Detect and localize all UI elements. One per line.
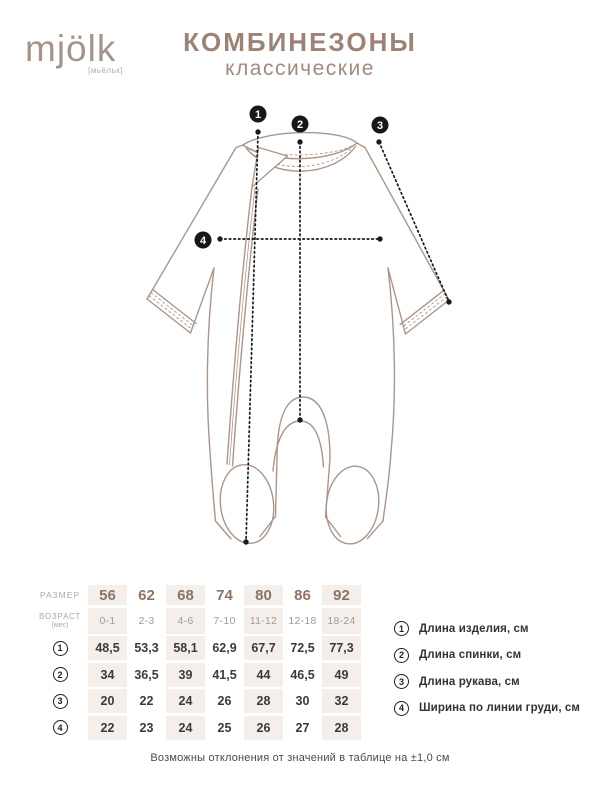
circled-number-1: 1 bbox=[53, 641, 68, 656]
romper-outline-drawing bbox=[147, 133, 449, 547]
legend-label: Длина спинки, см bbox=[419, 649, 522, 661]
zipper-placket bbox=[227, 187, 258, 466]
marker-3 bbox=[372, 117, 389, 134]
size-column-header: 68 bbox=[166, 585, 205, 605]
age-row-label: ВОЗРАСТ (мес) bbox=[32, 608, 88, 634]
legend-item bbox=[394, 674, 580, 689]
table-cell: 46,5 bbox=[283, 663, 322, 687]
size-row-label: РАЗМЕР bbox=[32, 585, 88, 605]
age-cell: 4-6 bbox=[166, 608, 205, 634]
circled-number-3: 3 bbox=[53, 694, 68, 709]
table-cell: 26 bbox=[205, 689, 244, 713]
brand-logo-transcription: [мьёльк] bbox=[88, 66, 123, 75]
age-cell: 18-24 bbox=[322, 608, 361, 634]
table-cell: 58,1 bbox=[166, 636, 205, 660]
table-cell: 36,5 bbox=[127, 663, 166, 687]
table-cell: 44 bbox=[244, 663, 283, 687]
circled-number-2: 2 bbox=[394, 648, 409, 663]
marker-4 bbox=[195, 232, 212, 249]
measurement-markers bbox=[195, 106, 389, 249]
measure-row-label-4 bbox=[32, 716, 88, 740]
circled-number-1: 1 bbox=[394, 621, 409, 636]
marker-2 bbox=[292, 116, 309, 133]
table-cell: 30 bbox=[283, 689, 322, 713]
size-column-header: 80 bbox=[244, 585, 283, 605]
legend-item bbox=[394, 621, 580, 636]
table-cell: 67,7 bbox=[244, 636, 283, 660]
table-cell: 39 bbox=[166, 663, 205, 687]
footed-legs bbox=[216, 462, 384, 547]
measure-row-label-1 bbox=[32, 636, 88, 660]
marker-4-label: 4 bbox=[199, 235, 207, 247]
age-cell: 11-12 bbox=[244, 608, 283, 634]
size-column-header: 86 bbox=[283, 585, 322, 605]
page-subtitle: классические bbox=[225, 57, 375, 80]
legend-item bbox=[394, 648, 580, 663]
left-sleeve bbox=[147, 148, 236, 334]
tolerance-note: Возможны отклонения от значений в таблице на ±1,0 см bbox=[150, 752, 450, 764]
circled-number-4: 4 bbox=[394, 701, 409, 716]
age-cell: 7-10 bbox=[205, 608, 244, 634]
table-cell: 48,5 bbox=[88, 636, 127, 660]
size-column-header: 56 bbox=[88, 585, 127, 605]
marker-1 bbox=[250, 106, 267, 123]
table-cell: 26 bbox=[244, 716, 283, 740]
legend-label: Ширина по линии груди, см bbox=[419, 702, 581, 714]
age-cell: 12-18 bbox=[283, 608, 322, 634]
circled-number-2: 2 bbox=[53, 667, 68, 682]
marker-3-label: 3 bbox=[376, 120, 384, 132]
circled-number-4: 4 bbox=[53, 720, 68, 735]
page-title: КОМБИНЕЗОНЫ bbox=[183, 27, 417, 57]
table-cell: 22 bbox=[127, 689, 166, 713]
legend-label: Длина изделия, см bbox=[419, 622, 529, 635]
size-column-header: 92 bbox=[322, 585, 361, 605]
table-cell: 27 bbox=[283, 716, 322, 740]
right-sleeve bbox=[365, 148, 449, 335]
age-cell: 0-1 bbox=[88, 608, 127, 634]
circled-number-3: 3 bbox=[394, 674, 409, 689]
table-cell: 24 bbox=[166, 716, 205, 740]
table-cell: 34 bbox=[88, 663, 127, 687]
table-cell: 72,5 bbox=[283, 636, 322, 660]
size-column-header: 62 bbox=[127, 585, 166, 605]
size-column-header: 74 bbox=[205, 585, 244, 605]
table-cell: 23 bbox=[127, 716, 166, 740]
age-cell: 2-3 bbox=[127, 608, 166, 634]
measurement-legend bbox=[394, 621, 580, 727]
size-table bbox=[32, 585, 361, 740]
table-cell: 25 bbox=[205, 716, 244, 740]
table-cell: 53,3 bbox=[127, 636, 166, 660]
table-cell: 41,5 bbox=[205, 663, 244, 687]
marker-2-label: 2 bbox=[296, 119, 304, 131]
table-cell: 49 bbox=[322, 663, 361, 687]
table-cell: 77,3 bbox=[322, 636, 361, 660]
legend-item bbox=[394, 701, 580, 716]
marker-1-label: 1 bbox=[254, 109, 262, 121]
table-cell: 20 bbox=[88, 689, 127, 713]
table-cell: 62,9 bbox=[205, 636, 244, 660]
brand-logo-text: mjölk bbox=[25, 28, 117, 69]
table-cell: 24 bbox=[166, 689, 205, 713]
measure-row-label-3 bbox=[32, 689, 88, 713]
table-cell: 32 bbox=[322, 689, 361, 713]
legend-label: Длина рукава, см bbox=[419, 675, 520, 688]
measure-row-label-2 bbox=[32, 663, 88, 687]
table-cell: 28 bbox=[244, 689, 283, 713]
table-cell: 22 bbox=[88, 716, 127, 740]
table-cell: 28 bbox=[322, 716, 361, 740]
